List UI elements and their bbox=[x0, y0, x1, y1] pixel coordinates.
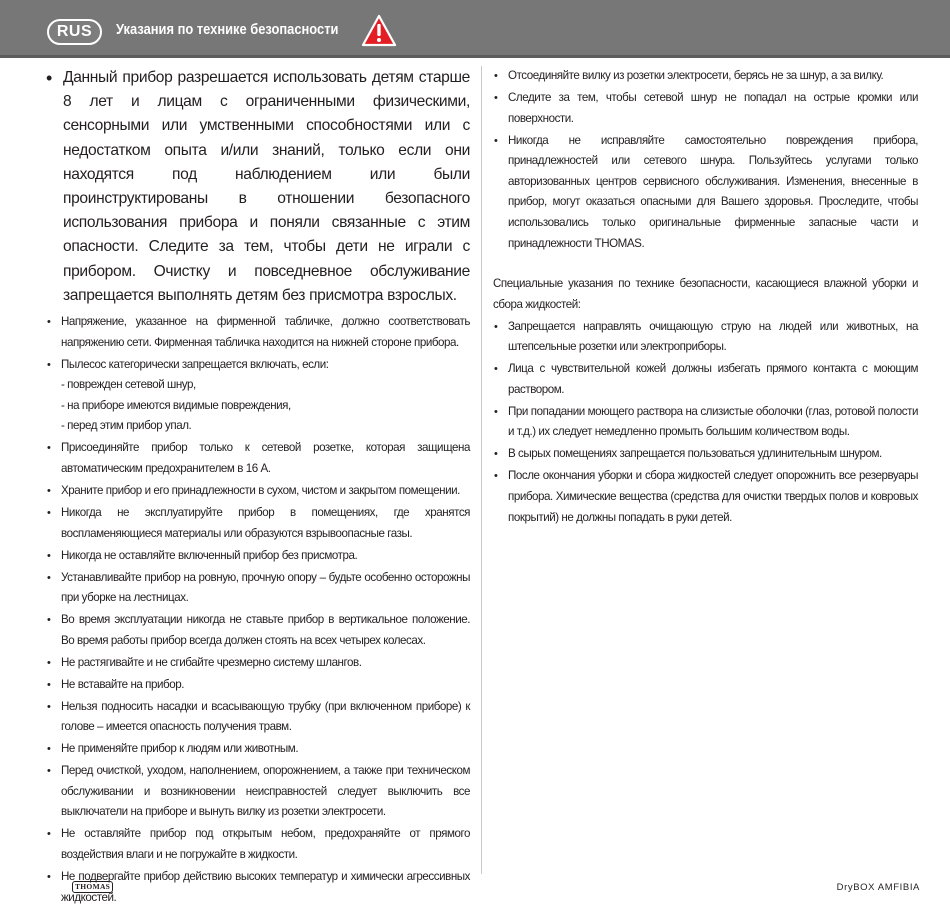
item-text: Перед очисткой, уходом, наполнением, опорожнением, а также при техническом обслуживании и возникновении неисправностей следует выключить все выключатели на приборе и вынуть вилку из розетки электросети. bbox=[61, 764, 470, 819]
list-item: • При попадании моющего раствора на слизистые оболочки (глаз, ротовой полости и т.д.) их следует немедленно промыть большим количеством воды. bbox=[493, 402, 918, 443]
list-item: • Никогда не исправляйте самостоятельно повреждения прибора, принадлежностей или сетевого шнура. Пользуйтесь услугами только авторизованных центров сервисного обслуживания. Изменения, внесенные в прибор, могут оказаться опасными для Вашего здоровья. Проследите, чтобы использовались только оригинальные фирменные запасные части и принадлежности THOMAS. bbox=[493, 131, 918, 255]
list-item: • Напряжение, указанное на фирменной табличке, должно соответствовать напряжению сети. Фирменная табличка находится на нижней стороне прибора. bbox=[46, 312, 470, 353]
item-text: Не вставайте на прибор. bbox=[61, 677, 184, 691]
item-text: Никогда не эксплуатируйте прибор в помещениях, где хранятся воспламеняющиеся материалы или образуются взрывоопасные газы. bbox=[61, 505, 470, 540]
language-badge: RUS bbox=[47, 19, 102, 45]
condition-line: - перед этим прибор упал. bbox=[61, 419, 192, 433]
item-text: Отсоединяйте вилку из розетки электросети, берясь не за шнур, а за вилку. bbox=[508, 69, 884, 82]
bullet: • bbox=[46, 68, 53, 88]
condition-line: - на приборе имеются видимые повреждения, bbox=[61, 398, 291, 412]
intro-text: Данный прибор разрешается использовать детям старше 8 лет и лицам с ограниченными физическими, сенсорными или умственными способностями или с недостатком опыта и/или знаний, только если они находятся под наблюдением или были проинструктированы в отношении безопасного использования прибора и поняли связанные с этим опасности. Следите за тем, чтобы дети не играли с прибором. Очистку и повседневное обслуживание запрещается выполнять детям без присмотра взрослых. bbox=[63, 69, 470, 304]
list-item: • Не подвергайте прибор действию высоких температур и химически агрессивных жидкостей. bbox=[46, 867, 470, 908]
item-text: Не применяйте прибор к людям или животным. bbox=[61, 742, 299, 756]
item-text: Во время эксплуатации никогда не ставьте прибор в вертикальное положение. Во время работы прибор всегда должен стоять на всех четырех колесах. bbox=[61, 613, 470, 647]
list-item: • Присоединяйте прибор только к сетевой розетке, которая защищена автоматическим предохранителем в 16 А. bbox=[46, 438, 470, 479]
list-item: • Отсоединяйте вилку из розетки электросети, берясь не за шнур, а за вилку. bbox=[493, 66, 918, 87]
item-text bbox=[61, 355, 470, 437]
list-item: • После окончания уборки и сбора жидкостей следует опорожнить все резервуары прибора. Химические вещества (средства для очистки твердых полов и ковровых покрытий) не должны попадать в руки детей. bbox=[493, 466, 918, 528]
list-item: • Устанавливайте прибор на ровную, прочную опору – будьте особенно осторожны при уборке на лестницах. bbox=[46, 568, 470, 609]
item-text: Не растягивайте и не сгибайте чрезмерно систему шлангов. bbox=[61, 655, 362, 669]
wet-cleaning-heading: Специальные указания по технике безопасности, касающиеся влажной уборки и сбора жидкостей: bbox=[493, 277, 918, 311]
list-item: • Лица с чувствительной кожей должны избегать прямого контакта с моющим раствором. bbox=[493, 359, 918, 400]
list-item: • Перед очисткой, уходом, наполнением, опорожнением, а также при техническом обслуживании и возникновении неисправностей следует выключить все выключатели на приборе и вынуть вилку из розетки электросети. bbox=[46, 761, 470, 823]
item-text: Нельзя подносить насадки и всасывающую трубку (при включенном приборе) к голове – имеется опасность получения травм. bbox=[61, 699, 470, 734]
item-text: Не подвергайте прибор действию высоких температур и химически агрессивных жидкостей. bbox=[61, 869, 470, 904]
item-text: В сырых помещениях запрещается пользоваться удлинительным шнуром. bbox=[508, 447, 882, 461]
item-text: Никогда не оставляйте включенный прибор без присмотра. bbox=[61, 548, 358, 562]
list-item: • Не вставайте на прибор. bbox=[46, 675, 470, 696]
list-item: • Никогда не оставляйте включенный прибор без присмотра. bbox=[46, 546, 470, 567]
item-text: Лица с чувствительной кожей должны избегать прямого контакта с моющим раствором. bbox=[508, 362, 918, 396]
item-text: Запрещается направлять очищающую струю на людей или животных, на штепсельные розетки или электроприборы. bbox=[508, 319, 918, 354]
left-column bbox=[46, 66, 470, 910]
item-text: Устанавливайте прибор на ровную, прочную опору – будьте особенно осторожны при уборке на лестницах. bbox=[61, 570, 470, 605]
warning-icon bbox=[361, 14, 397, 47]
list-item: • Не оставляйте прибор под открытым небом, предохраняйте от прямого воздействия влаги и не погружайте в жидкости. bbox=[46, 824, 470, 865]
list-item: • Не применяйте прибор к людям или животным. bbox=[46, 739, 470, 760]
list-item: • Запрещается направлять очищающую струю на людей или животных, на штепсельные розетки или электроприборы. bbox=[493, 317, 918, 358]
list-item: • В сырых помещениях запрещается пользоваться удлинительным шнуром. bbox=[493, 444, 918, 465]
page-header bbox=[0, 0, 950, 58]
list-item: • Храните прибор и его принадлежности в сухом, чистом и закрытом помещении. bbox=[46, 481, 470, 502]
condition-line: - поврежден сетевой шнур, bbox=[61, 378, 196, 392]
brand-logo: THOMAS bbox=[72, 881, 113, 893]
column-divider bbox=[481, 66, 482, 874]
item-text: При попадании моющего раствора на слизистые оболочки (глаз, ротовой полости и т.д.) их следует немедленно промыть большим количеством воды. bbox=[508, 404, 918, 439]
intro-warning bbox=[46, 66, 470, 308]
list-item: • Не растягивайте и не сгибайте чрезмерно систему шлангов. bbox=[46, 653, 470, 674]
section-title: Указания по технике безопасности bbox=[116, 21, 339, 38]
item-text: Никогда не исправляйте самостоятельно повреждения прибора, принадлежностей или сетевого шнура. Пользуйтесь услугами только авторизованных центров сервисного обслуживания. Изменения, внесенные в прибор, могут оказаться опасными для Вашего здоровья. Проследите, чтобы использовались только оригинальные фирменные запасные части и принадлежности THOMAS. bbox=[508, 133, 918, 250]
conditions-lead: Пылесос категорически запрещается включать, если: bbox=[61, 357, 329, 371]
list-item: • Нельзя подносить насадки и всасывающую трубку (при включенном приборе) к голове – имеется опасность получения травм. bbox=[46, 697, 470, 738]
item-text: После окончания уборки и сбора жидкостей следует опорожнить все резервуары прибора. Химические вещества (средства для очистки твердых полов и ковровых покрытий) не должны попадать в руки детей. bbox=[508, 469, 918, 524]
item-text: Следите за тем, чтобы сетевой шнур не попадал на острые кромки или поверхности. bbox=[508, 90, 918, 125]
item-text: Храните прибор и его принадлежности в сухом, чистом и закрытом помещении. bbox=[61, 483, 460, 497]
model-name: DryBOX AMFIBIA bbox=[836, 882, 920, 893]
list-item-conditions: • Пылесос категорически запрещается включать, если: - поврежден сетевой шнур, - на приборе имеются видимые повреждения, - перед этим прибор упал. bbox=[46, 355, 470, 437]
item-text: Напряжение, указанное на фирменной табличке, должно соответствовать напряжению сети. Фирменная табличка находится на нижней стороне прибора. bbox=[61, 315, 470, 349]
item-text: Присоединяйте прибор только к сетевой розетке, которая защищена автоматическим предохранителем в 16 А. bbox=[61, 441, 470, 475]
item-text: Не оставляйте прибор под открытым небом, предохраняйте от прямого воздействия влаги и не погружайте в жидкости. bbox=[61, 827, 470, 861]
list-item: • Во время эксплуатации никогда не ставьте прибор в вертикальное положение. Во время работы прибор всегда должен стоять на всех четырех колесах. bbox=[46, 610, 470, 651]
list-item: • Следите за тем, чтобы сетевой шнур не попадал на острые кромки или поверхности. bbox=[493, 88, 918, 129]
right-column bbox=[493, 66, 918, 530]
list-item: • Никогда не эксплуатируйте прибор в помещениях, где хранятся воспламеняющиеся материалы или образуются взрывоопасные газы. bbox=[46, 503, 470, 544]
